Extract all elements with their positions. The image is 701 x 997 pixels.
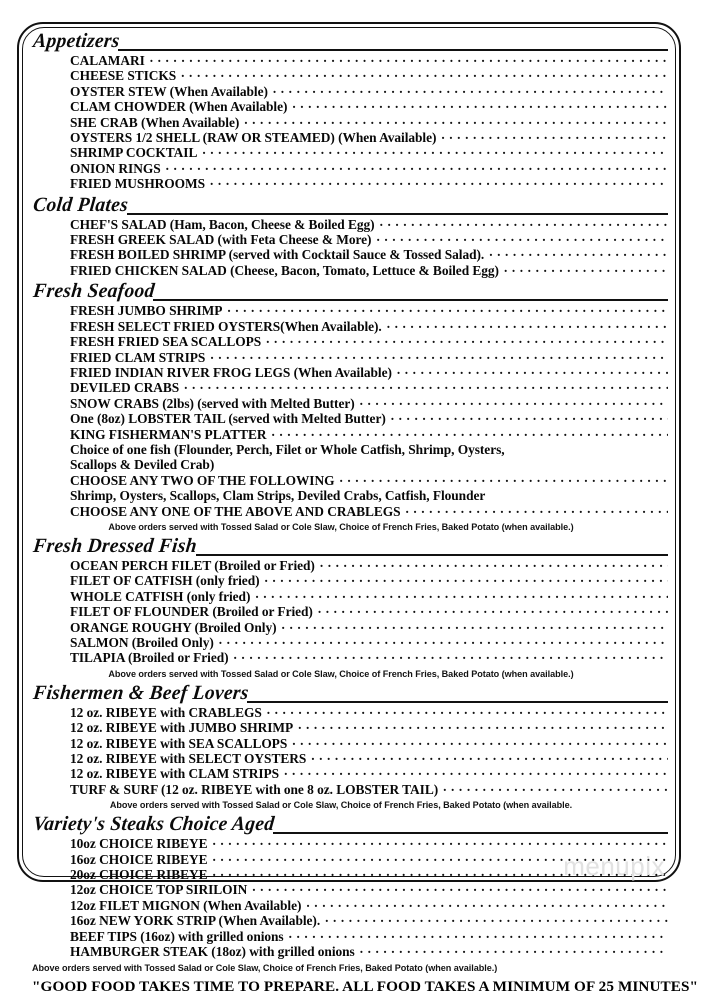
section-header (32, 682, 668, 705)
menu-item-name: OCEAN PERCH FILET (Broiled or Fried) (70, 557, 315, 573)
section-rule (247, 682, 668, 705)
dotted-leader (325, 913, 668, 922)
menu-item-name: FILET OF FLOUNDER (Broiled or Fried) (70, 604, 313, 620)
menu-item-name: FRESH FRIED SEA SCALLOPS (70, 334, 262, 350)
menu-section (32, 30, 668, 192)
menu-item (70, 84, 668, 99)
section-items (32, 303, 668, 519)
menu-item-name: FRESH BOILED SHRIMP (served with Cocktail Sauce & Tossed Salad). (70, 247, 485, 263)
menu-item-name: CHEESE STICKS (70, 68, 177, 84)
menu-item (70, 232, 668, 247)
menu-item-name: SALMON (Broiled Only) (70, 635, 214, 650)
menu-item-name: 12 oz. RIBEYE with SEA SCALLOPS (70, 735, 288, 751)
menu-item (70, 176, 668, 191)
section-title: Fresh Dressed Fish (32, 535, 199, 557)
dotted-leader (441, 130, 668, 139)
section-items (32, 53, 668, 192)
menu-item-name: CLAM CHOWDER (When Available) (70, 99, 288, 115)
dotted-leader (443, 782, 668, 791)
menu-item (70, 589, 668, 604)
menu-item (70, 558, 668, 573)
menu-item-name: KING FISHERMAN'S PLATTER (70, 426, 267, 442)
menu-item (70, 396, 668, 411)
menu-item (70, 705, 668, 720)
menupix-watermark: menupix (563, 851, 665, 881)
menu-item-name: CHOOSE ANY ONE OF THE ABOVE AND CRABLEGS (70, 503, 401, 519)
menu-item (70, 882, 668, 897)
dotted-leader (292, 99, 668, 108)
menu-item (70, 635, 668, 650)
menu-item-name: 12 oz. RIBEYE with SELECT OYSTERS (70, 751, 307, 767)
menu-item (70, 350, 668, 365)
menu-item-name: ORANGE ROUGHY (Broiled Only) (70, 619, 277, 635)
section-header (32, 280, 668, 303)
dotted-leader (489, 247, 668, 256)
menu-item-name: SHE CRAB (When Available) (70, 114, 240, 130)
dotted-leader (318, 604, 668, 613)
menu-item (70, 263, 668, 278)
menu-item-name: FRESH SELECT FRIED OYSTERS(When Available). (70, 318, 382, 334)
dotted-leader (202, 145, 668, 154)
dotted-leader (234, 650, 668, 659)
dotted-leader (380, 217, 668, 226)
dotted-leader (244, 115, 668, 124)
dotted-leader (397, 365, 668, 374)
dotted-leader (266, 334, 668, 343)
menu-item (70, 488, 668, 503)
dotted-leader (360, 944, 668, 953)
menu-item-name: FRESH JUMBO SHRIMP (70, 303, 223, 319)
dotted-leader (184, 380, 668, 389)
menu-item (70, 504, 668, 519)
menu-item-name: FRESH GREEK SALAD (with Feta Cheese & More) (70, 232, 372, 248)
dotted-leader (267, 705, 668, 714)
dotted-leader (306, 898, 668, 907)
menu-item (70, 53, 668, 68)
section-title: Cold Plates (32, 193, 130, 216)
menu-item-name: 12oz CHOICE TOP SIRILOIN (70, 882, 248, 898)
menu-item-name: CALAMARI (70, 53, 145, 68)
dotted-leader (150, 53, 668, 62)
menu-item-name: FRIED MUSHROOMS (70, 176, 206, 192)
section-rule (118, 30, 668, 53)
section-items (32, 705, 668, 797)
section-header (32, 535, 668, 558)
menu-item (70, 442, 668, 457)
menu-item-name: 16oz CHOICE RIBEYE (70, 851, 208, 867)
menu-item (70, 145, 668, 160)
footer-quote: "GOOD FOOD TAKES TIME TO PREPARE. ALL FOOD TAKES A MINIMUM OF 25 MINUTES" (32, 977, 699, 995)
menu-item-name: BEEF TIPS (16oz) with grilled onions (70, 928, 284, 944)
menu-item-name: One (8oz) LOBSTER TAIL (served with Melted Butter) (70, 411, 386, 427)
menu-item-name: Choice of one fish (Flounder, Perch, Filet or Whole Catfish, Shrimp, Oysters, (70, 441, 505, 457)
menu-item (70, 334, 668, 349)
section-header (32, 813, 668, 836)
section-rule (196, 535, 668, 558)
section-title: Fishermen & Beef Lovers (32, 681, 250, 704)
menu-item-name: FILET OF CATFISH (only fried) (70, 573, 260, 589)
menu-item (70, 836, 668, 851)
dotted-leader (289, 929, 668, 938)
menu-item-name: HAMBURGER STEAK (18oz) with grilled onions (70, 944, 355, 960)
section-note: Above orders served with Tossed Salad or Cole Slaw, Choice of French Fries, Baked Potato (when available.) (32, 962, 498, 973)
dotted-leader (320, 558, 668, 567)
menu-item-name: Scallops & Deviled Crab) (70, 457, 215, 473)
section-note: Above orders served with Tossed Salad or Cole Slaw, Choice of French Fries, Baked Potato (when available.) (108, 521, 574, 532)
menu-item-name: DEVILED CRABS (70, 380, 180, 396)
menu-item-name: SHRIMP COCKTAIL (70, 145, 198, 161)
menu-item-name: FRIED CHICKEN SALAD (Cheese, Bacon, Tomato, Lettuce & Boiled Egg) (70, 262, 499, 278)
menu-item (70, 473, 668, 488)
menu-item (70, 130, 668, 145)
section-note: Above orders served with Tossed Salad or Cole Slaw, Choice of French Fries, Baked Potato (when available. (109, 800, 573, 811)
dotted-leader (298, 720, 668, 729)
menu-item (70, 457, 668, 472)
section-rule (127, 194, 668, 217)
menu-item (70, 247, 668, 262)
menu-item (70, 650, 668, 665)
dotted-leader (265, 573, 668, 582)
dotted-leader (210, 350, 668, 359)
menu-item-name: WHOLE CATFISH (only fried) (70, 588, 251, 604)
section-rule (273, 813, 668, 836)
menu-item (70, 161, 668, 176)
menu-section (32, 682, 668, 811)
menu-item (70, 620, 668, 635)
menu-item (70, 115, 668, 130)
menu-item (70, 944, 668, 959)
menu-section (32, 813, 668, 973)
menu-item-name: 12oz FILET MIGNON (When Available) (70, 897, 302, 913)
menu-item-name: 12 oz. RIBEYE with CLAM STRIPS (70, 766, 280, 782)
menu-item-name: FRIED INDIAN RIVER FROG LEGS (When Available) (70, 364, 392, 380)
menu-section (32, 194, 668, 279)
menu-item-name: TILAPIA (Broiled or Fried) (70, 650, 229, 666)
dotted-leader (252, 882, 668, 891)
menu-item (70, 929, 668, 944)
dotted-leader (376, 232, 668, 241)
dotted-leader (282, 620, 668, 629)
menu-item (70, 751, 668, 766)
dotted-leader (360, 396, 668, 405)
menu-item (70, 68, 668, 83)
menu-content (30, 30, 699, 995)
menu-item-name: TURF & SURF (12 oz. RIBEYE with one 8 oz. LOBSTER TAIL) (70, 781, 439, 797)
menu-item (70, 720, 668, 735)
menu-item (70, 365, 668, 380)
dotted-leader (311, 751, 668, 760)
menu-item-name: OYSTER STEW (When Available) (70, 83, 268, 99)
dotted-leader (273, 84, 668, 93)
menu-item-name: Shrimp, Oysters, Scallops, Clam Strips, Deviled Crabs, Catfish, Flounder (70, 488, 486, 504)
menu-item (70, 604, 668, 619)
menu-item-name: 12 oz. RIBEYE with JUMBO SHRIMP (70, 720, 294, 736)
dotted-leader (339, 473, 668, 482)
dotted-leader (292, 736, 668, 745)
section-items (32, 558, 668, 666)
dotted-leader (387, 319, 668, 328)
menu-item (70, 303, 668, 318)
dotted-leader (284, 766, 668, 775)
section-header (32, 30, 668, 53)
menu-item (70, 782, 668, 797)
menu-item (70, 411, 668, 426)
dotted-leader (227, 303, 668, 312)
menu-item-name: 10oz CHOICE RIBEYE (70, 836, 208, 852)
dotted-leader (255, 589, 668, 598)
menu-item (70, 217, 668, 232)
menu-section (32, 280, 668, 533)
dotted-leader (210, 176, 668, 185)
section-rule (153, 280, 668, 303)
section-title: Appetizers (32, 30, 121, 52)
menu-item-name: CHOOSE ANY TWO OF THE FOLLOWING (70, 472, 335, 488)
dotted-leader (405, 504, 668, 513)
menu-item-name: OYSTERS 1/2 SHELL (RAW OR STEAMED) (When Available) (70, 130, 437, 146)
menu-item-name: ONION RINGS (70, 160, 161, 176)
dotted-leader (166, 161, 668, 170)
section-items (32, 217, 668, 279)
menu-item (70, 573, 668, 588)
section-title: Fresh Seafood (32, 280, 156, 303)
dotted-leader (213, 836, 669, 845)
menu-item-name: 16oz NEW YORK STRIP (When Available). (70, 913, 321, 929)
menu-item (70, 766, 668, 781)
menu-item (70, 913, 668, 928)
menu-item (70, 898, 668, 913)
dotted-leader (504, 263, 668, 272)
dotted-leader (391, 411, 668, 420)
menu-item (70, 736, 668, 751)
menu-item (70, 380, 668, 395)
menu-item (70, 99, 668, 114)
menu-item (70, 427, 668, 442)
dotted-leader (181, 68, 668, 77)
menu-item (70, 319, 668, 334)
menu-item-name: FRIED CLAM STRIPS (70, 349, 206, 365)
section-header (32, 194, 668, 217)
menu-item-name: SNOW CRABS (2lbs) (served with Melted Butter) (70, 395, 355, 411)
menu-item-name: CHEF'S SALAD (Ham, Bacon, Cheese & Boiled Egg) (70, 216, 375, 232)
section-note: Above orders served with Tossed Salad or Cole Slaw, Choice of French Fries, Baked Potato (when available.) (108, 668, 574, 679)
menu-item-name: 20oz CHOICE RIBEYE (70, 867, 208, 883)
menu-section (32, 535, 668, 680)
section-title: Variety's Steaks Choice Aged (32, 813, 276, 836)
dotted-leader (271, 427, 668, 436)
menu-item-name: 12 oz. RIBEYE with CRABLEGS (70, 704, 262, 720)
dotted-leader (219, 635, 668, 644)
